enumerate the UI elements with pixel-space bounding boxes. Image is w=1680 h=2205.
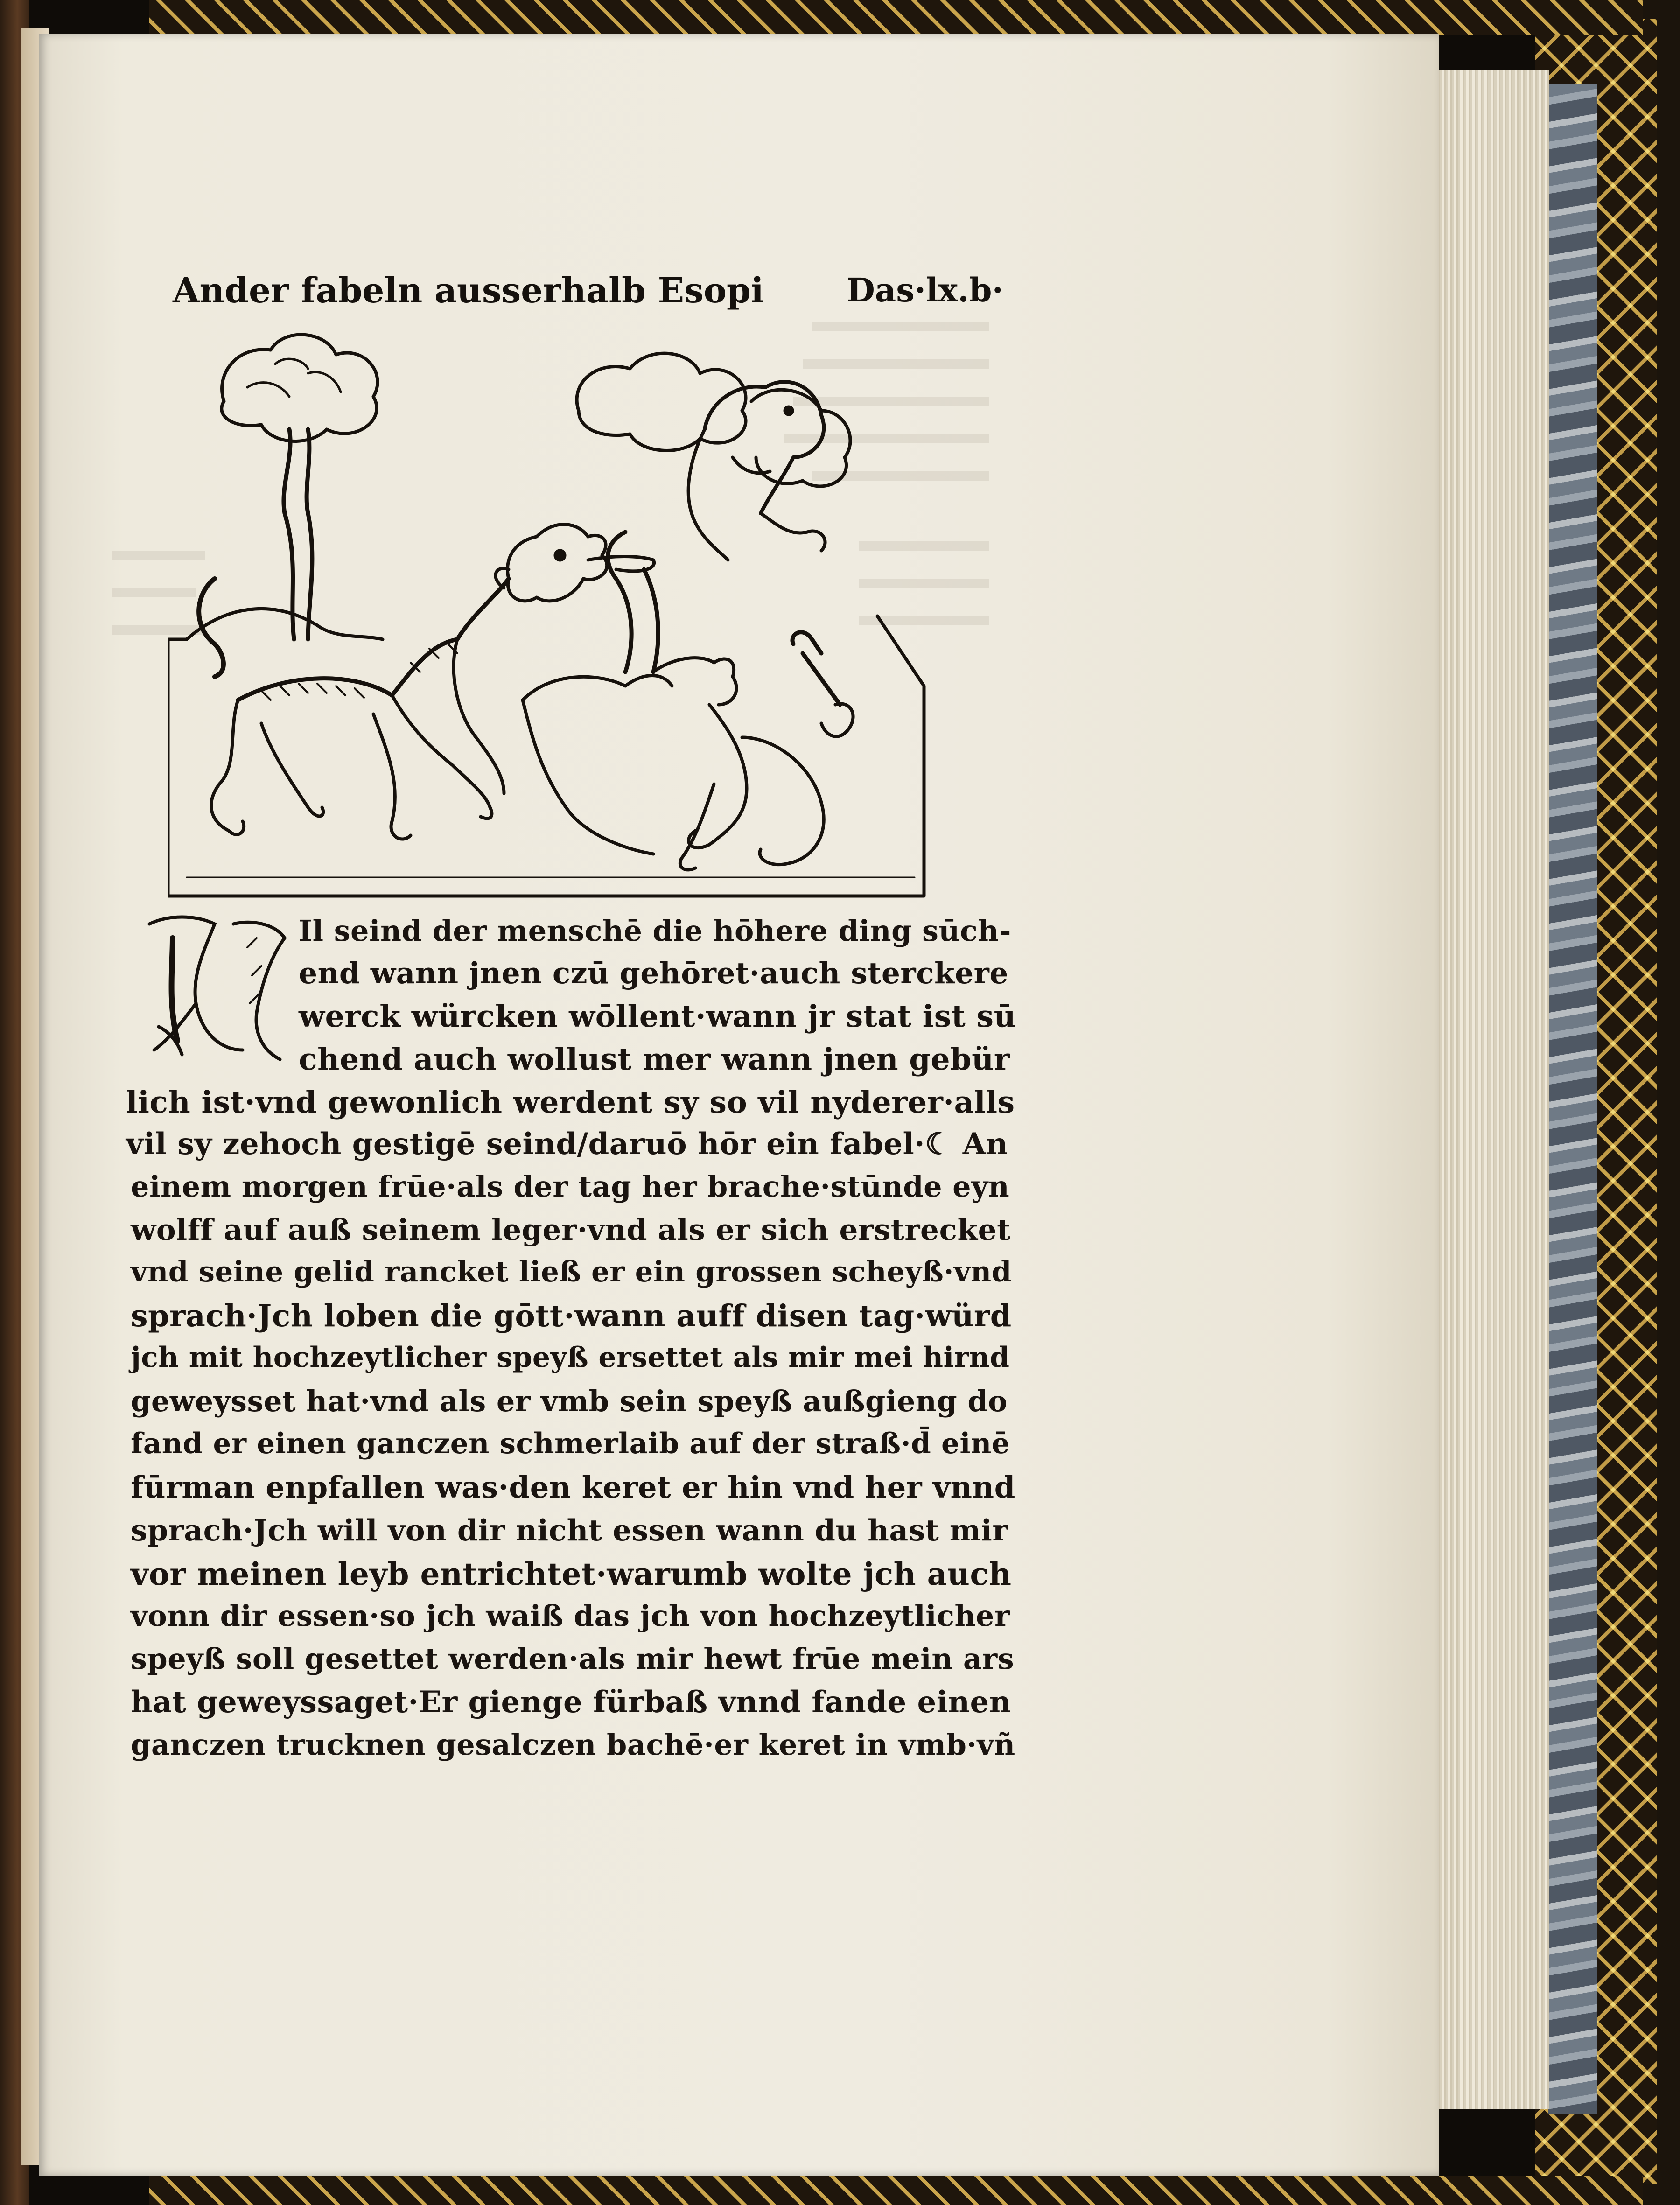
initial-letter — [140, 910, 294, 1069]
text-line: werck würcken wōllent·wann jr stat ist sū — [299, 999, 1016, 1034]
gilt-border-bottom — [149, 2176, 1643, 2205]
text-line: sprach·Jch will von dir nicht essen wann du hast mir — [131, 1513, 1008, 1547]
text-line: ganczen trucknen gesalczen bachē·er keret in vmb·vñ — [131, 1728, 1015, 1762]
marbled-endpaper — [1548, 84, 1597, 2114]
text-line: chend auch wollust mer wann jnen gebür — [299, 1042, 1010, 1077]
text-line: end wann jnen czū gehōret·auch sterckere — [299, 956, 1008, 990]
text-line: fūrman enpfallen was·den keret er hin vnd her vnnd — [131, 1470, 1015, 1505]
text-line: hat geweyssaget·Er gienge fürbaß vnnd fande einen — [131, 1685, 1011, 1720]
text-line: wolff auf auß seinem leger·vnd als er sich erstrecket — [131, 1212, 1011, 1247]
initial-letter-glyph — [140, 910, 294, 1069]
text-line: speyß soll gesettet werden·als mir hewt frūe mein ars — [131, 1642, 1015, 1676]
text-line: jch mit hochzeytlicher speyß ersettet als mir mei hirnd — [131, 1341, 1010, 1374]
gilt-border-top — [149, 0, 1643, 35]
text-line: vil sy zehoch gestigē seind/daruō hōr ein fabel·☾ An — [126, 1127, 1008, 1162]
running-title: Ander fabeln ausserhalb Esopi — [173, 271, 764, 311]
folio-number: Das·lx.b· — [847, 271, 1003, 309]
text-line: fand er einen ganczen schmerlaib auf der straß·d̄ einē — [131, 1427, 1010, 1460]
woodcut-illustration — [168, 317, 929, 905]
text-line: sprach·Jch loben die gōtt·wann auff disen tag·würd — [131, 1298, 1012, 1334]
text-line: lich ist·vnd gewonlich werdent sy so vil nyderer·alls — [126, 1085, 1015, 1120]
text-line: geweysset hat·vnd als er vmb sein speyß außgieng do — [131, 1384, 1008, 1418]
text-line: einem morgen frūe·als der tag her brache·stūnde eyn — [131, 1169, 1010, 1204]
text-line: vnd seine gelid rancket ließ er ein grossen scheyß·vnd — [131, 1255, 1012, 1288]
running-head — [173, 271, 1003, 322]
text-line: vonn dir essen·so jch waiß das jch von hochzeytlicher — [131, 1599, 1010, 1633]
text-line: Il seind der menschē die hōhere ding sūch- — [299, 914, 1012, 948]
text-line: vor meinen leyb entrichtet·warumb wolte jch auch — [131, 1556, 1012, 1592]
